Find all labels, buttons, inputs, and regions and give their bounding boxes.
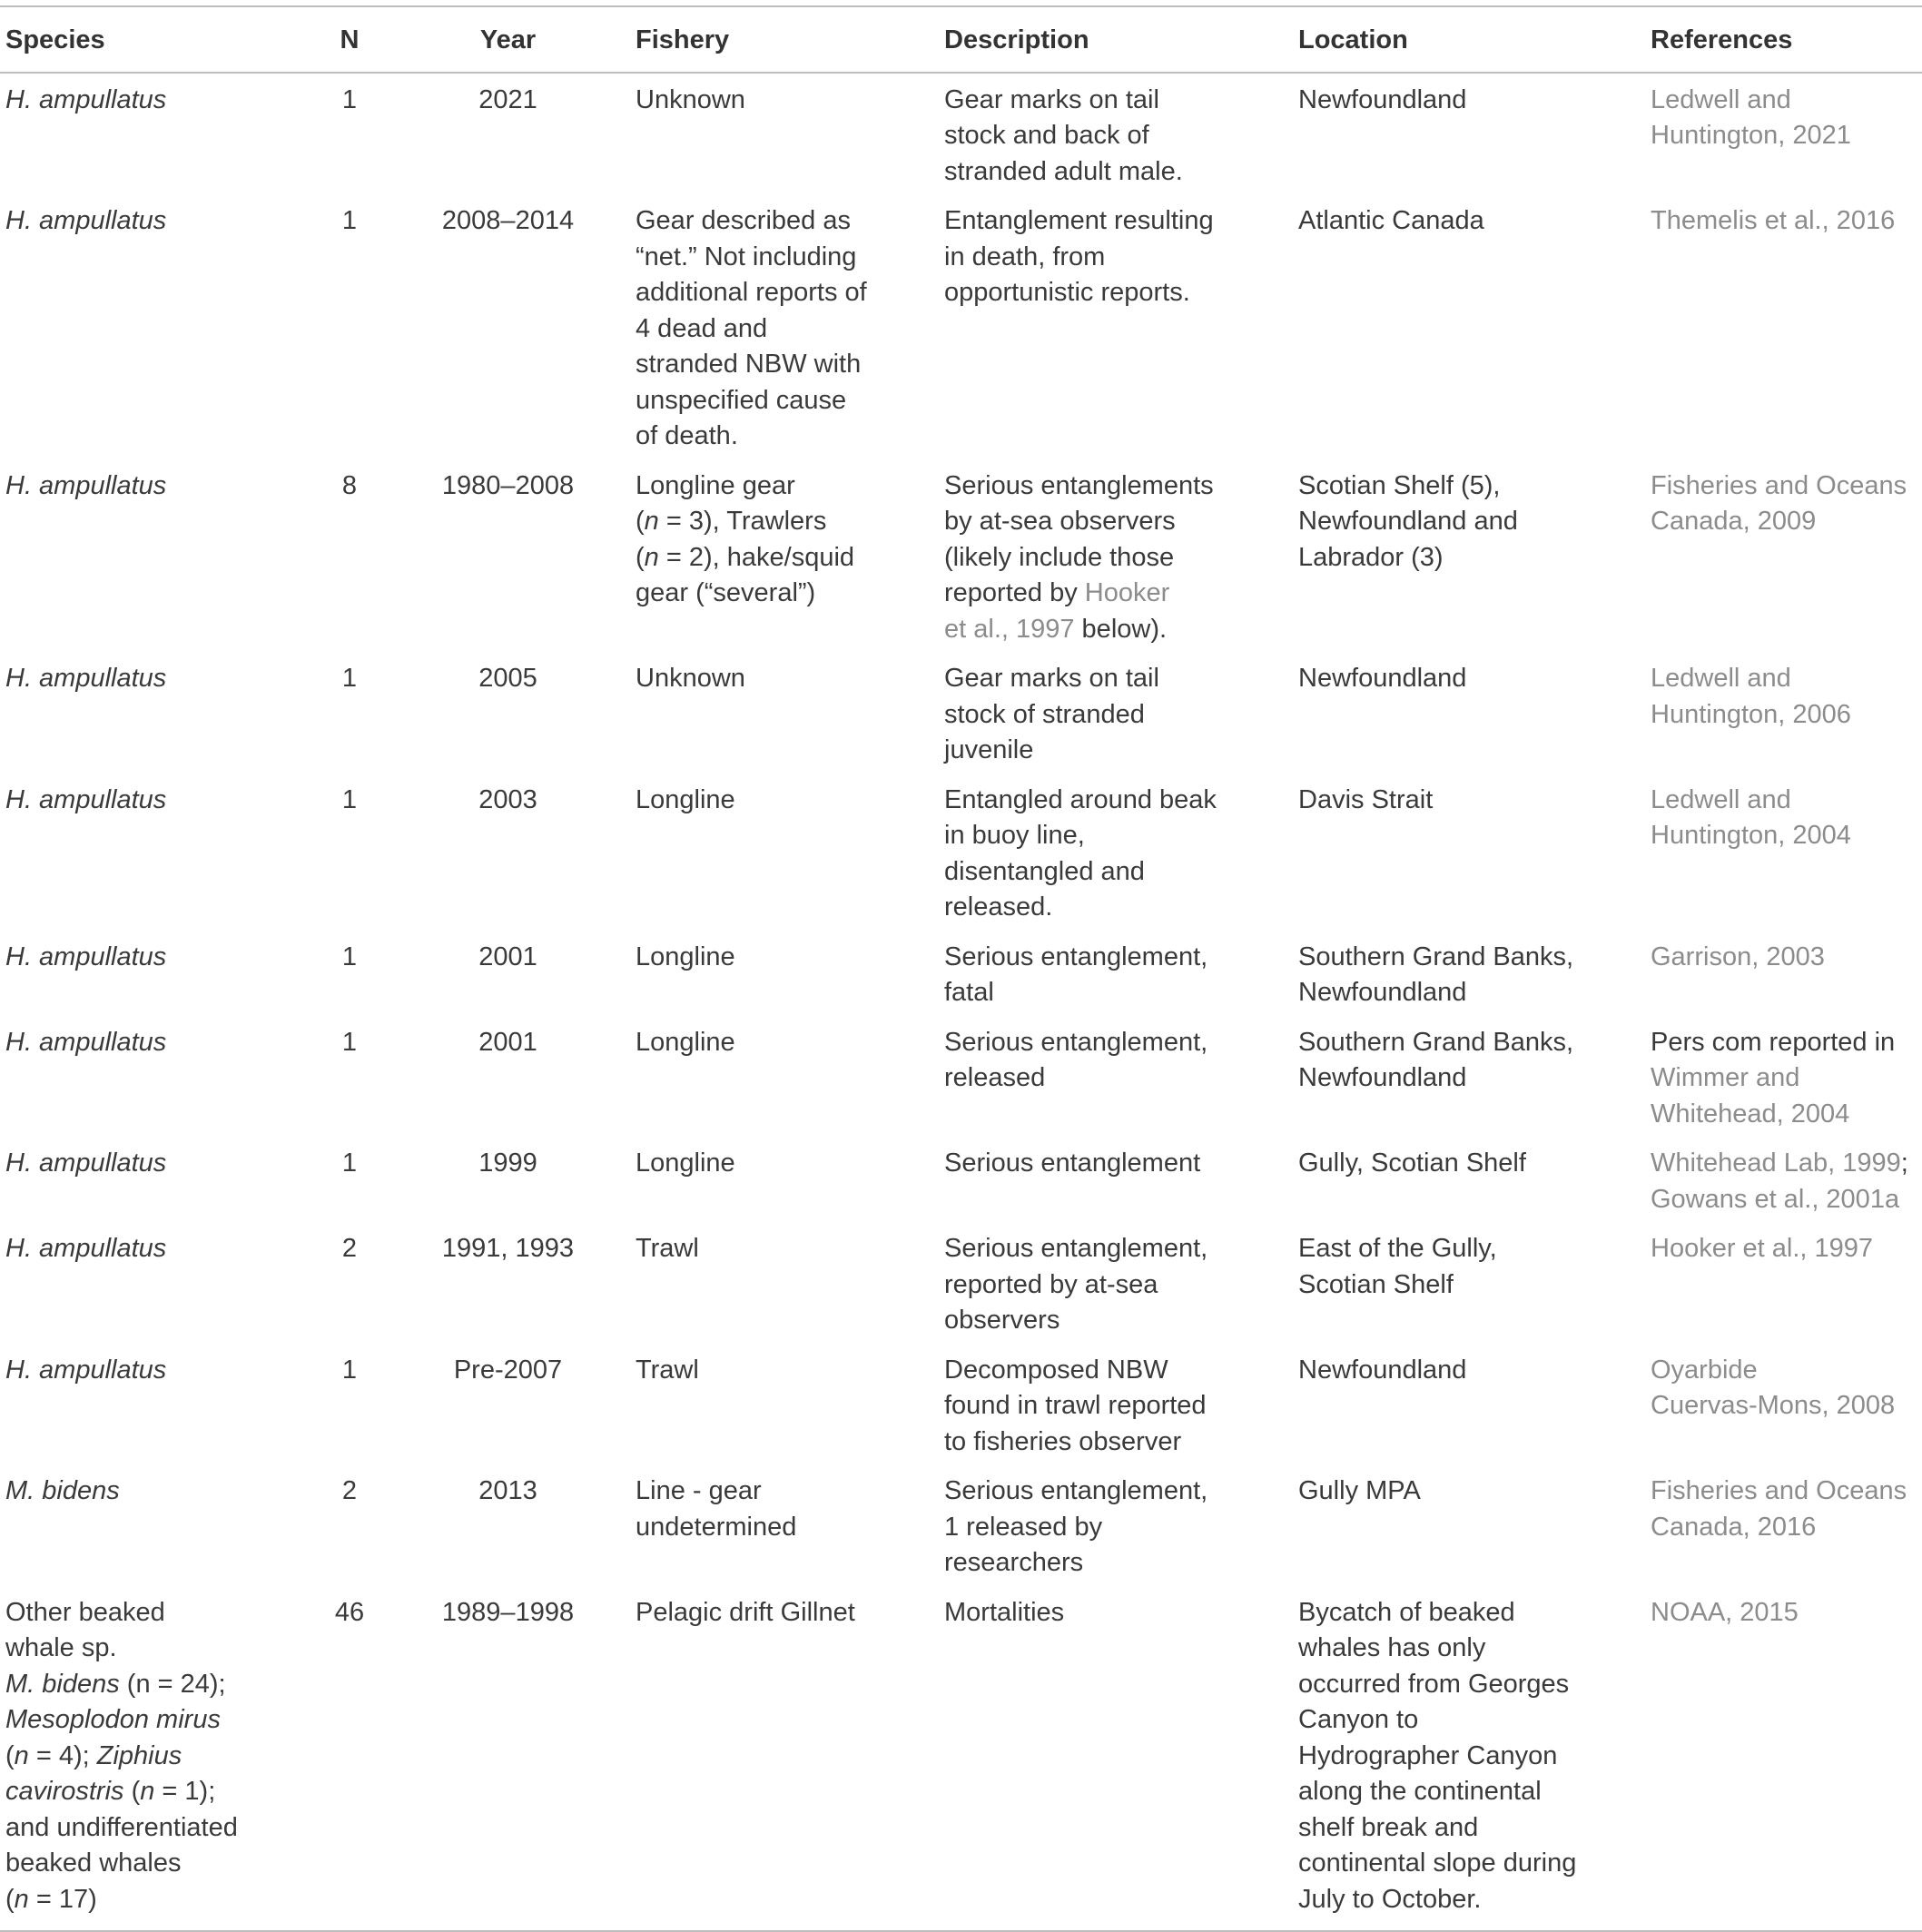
species-name: M. bidens — [5, 1669, 120, 1699]
n-cell: 2 — [341, 1476, 358, 1505]
n-variable: n — [644, 542, 659, 572]
description-cell: Mortalities — [944, 1597, 1065, 1627]
fishery-cell: Longline — [636, 941, 735, 971]
reference-link[interactable]: Ledwell and Huntington, 2004 — [1651, 784, 1851, 850]
description-cell — [939, 459, 1293, 653]
n-cell: 1 — [341, 664, 358, 693]
table-row — [0, 1137, 1922, 1222]
species-cell: H. ampullatus — [5, 206, 167, 235]
header-row — [0, 6, 1922, 73]
species-cell: H. ampullatus — [5, 1355, 167, 1385]
species-name: cavirostris — [5, 1777, 124, 1806]
species-cell: H. ampullatus — [5, 470, 167, 500]
n-cell: 46 — [334, 1597, 365, 1627]
location-cell: Bycatch of beaked whales has only occurred from Georges Canyon to Hydrographer Canyon along the continental shelf break and continental slope during July to October. — [1298, 1597, 1577, 1914]
fishery-text: = 3), Trawlers — [658, 507, 827, 536]
reference-link[interactable]: Oyarbide Cuervas-Mons, 2008 — [1651, 1355, 1896, 1420]
location-cell: Scotian Shelf (5), Newfoundland and Labrador (3) — [1298, 470, 1518, 572]
reference-link[interactable]: Themelis et al., 2016 — [1651, 206, 1896, 235]
species-cell: M. bidens — [5, 1476, 120, 1505]
header-references: References — [1651, 25, 1793, 54]
year-cell: 2001 — [478, 941, 537, 971]
year-cell: 1980–2008 — [441, 470, 575, 500]
species-cell: H. ampullatus — [5, 941, 167, 971]
header-description: Description — [944, 25, 1089, 54]
location-cell: Newfoundland — [1298, 84, 1467, 114]
table-row — [0, 194, 1922, 459]
description-cell: Entanglement resulting in death, from opportunistic reports. — [944, 206, 1214, 307]
species-cell: H. ampullatus — [5, 784, 167, 814]
reference-link[interactable]: Ledwell and Huntington, 2021 — [1651, 84, 1851, 150]
year-cell: 2005 — [478, 664, 537, 693]
year-cell: 2021 — [478, 84, 537, 114]
reference-link[interactable]: Fisheries and Oceans Canada, 2009 — [1651, 470, 1907, 536]
reference-text: Pers com reported in — [1651, 1027, 1896, 1057]
species-name: Mesoplodon mirus — [5, 1705, 221, 1734]
fishery-text: gear (“several”) — [636, 578, 816, 607]
n-variable: n — [644, 507, 659, 536]
n-variable: n — [14, 1884, 29, 1914]
year-cell: 2008–2014 — [441, 206, 575, 235]
description-cell: Decomposed NBW found in trawl reported to fisheries observer — [944, 1355, 1207, 1456]
header-species: Species — [5, 25, 105, 54]
species-name: Ziphius — [96, 1740, 182, 1770]
table-row — [0, 774, 1922, 931]
location-cell: Atlantic Canada — [1298, 206, 1484, 235]
fishery-cell: Unknown — [636, 664, 745, 693]
fishery-cell: Unknown — [636, 84, 745, 114]
year-cell: Pre-2007 — [453, 1355, 563, 1385]
table-row — [0, 652, 1922, 774]
year-cell: 2001 — [478, 1027, 537, 1057]
description-cell: Gear marks on tail stock of stranded juvenile — [944, 664, 1159, 764]
reference-link[interactable]: Wimmer and Whitehead, 2004 — [1651, 1063, 1850, 1129]
fishery-cell: Longline — [636, 1148, 735, 1178]
fishery-text: = 2), hake/squid — [658, 542, 855, 572]
n-variable: n — [14, 1740, 29, 1770]
header-fishery: Fishery — [636, 25, 730, 54]
location-cell: Newfoundland — [1298, 664, 1467, 693]
species-count: (n = 24); — [119, 1669, 226, 1699]
reference-link[interactable]: Hooker et al., 1997 — [1651, 1234, 1874, 1263]
reference-link[interactable]: Ledwell and Huntington, 2006 — [1651, 664, 1851, 729]
description-cell: Serious entanglement, released — [944, 1027, 1208, 1092]
table-row — [0, 1344, 1922, 1465]
fishery-cell: Line - gear undetermined — [636, 1476, 797, 1542]
reference-link[interactable]: Whitehead Lab, 1999 — [1651, 1148, 1901, 1178]
species-cell: H. ampullatus — [5, 1148, 167, 1178]
fishery-text: Longline gear — [636, 470, 795, 500]
reference-link[interactable]: NOAA, 2015 — [1651, 1597, 1799, 1627]
fishery-cell: Longline — [636, 1027, 735, 1057]
location-cell: East of the Gully, Scotian Shelf — [1298, 1234, 1497, 1299]
bycatch-table — [0, 5, 1922, 1932]
n-cell: 1 — [341, 1355, 358, 1385]
species-count: = 1); — [154, 1777, 216, 1806]
header-n: N — [340, 25, 360, 54]
location-cell: Gully, Scotian Shelf — [1298, 1148, 1526, 1178]
n-cell: 1 — [341, 206, 358, 235]
fishery-cell: Trawl — [636, 1234, 699, 1263]
description-text: below). — [1074, 614, 1168, 644]
year-cell: 1989–1998 — [441, 1597, 575, 1627]
species-text: and undifferentiated beaked whales — [5, 1812, 238, 1878]
location-cell: Newfoundland — [1298, 1355, 1467, 1385]
description-cell: Gear marks on tail stock and back of stranded adult male. — [944, 84, 1183, 186]
reference-link[interactable]: Fisheries and Oceans Canada, 2016 — [1651, 1476, 1907, 1542]
table-row — [0, 1222, 1922, 1344]
table-row — [0, 1586, 1922, 1932]
table-row — [0, 1016, 1922, 1138]
location-cell: Southern Grand Banks, Newfoundland — [1298, 1027, 1574, 1092]
header-year: Year — [479, 25, 537, 54]
header-location: Location — [1298, 25, 1408, 54]
fishery-cell: Trawl — [636, 1355, 699, 1385]
year-cell: 1991, 1993 — [441, 1234, 575, 1263]
species-count: = 17) — [28, 1884, 97, 1914]
fishery-cell: Longline — [636, 784, 735, 814]
year-cell: 2003 — [478, 784, 537, 814]
fishery-cell: Longline gear (n = 3), Trawlers (n = 2), hake/squid gear (“several”) — [636, 470, 855, 607]
n-cell: 2 — [341, 1234, 358, 1263]
n-cell: 1 — [341, 941, 358, 971]
n-variable: n — [140, 1777, 155, 1806]
year-cell: 2013 — [478, 1476, 537, 1505]
table-row — [0, 459, 1922, 653]
location-cell: Davis Strait — [1298, 784, 1434, 814]
n-cell: 1 — [341, 784, 358, 814]
year-cell: 1999 — [478, 1148, 537, 1178]
species-cell: H. ampullatus — [5, 1234, 167, 1263]
reference-separator: ; — [1900, 1148, 1908, 1178]
table-row — [0, 73, 1922, 195]
location-cell: Gully MPA — [1298, 1476, 1421, 1505]
species-text: Other beaked whale sp. — [5, 1597, 165, 1662]
species-cell: Other beaked whale sp. M. bidens (n = 24); Mesoplodon mirus (n = 4); Ziphius cavirostris (n = 1); and undifferentiated beaked whales (n = 17) — [5, 1597, 238, 1914]
table-container — [0, 5, 1922, 1932]
reference-link[interactable]: Garrison, 2003 — [1651, 941, 1825, 971]
description-cell: Serious entanglement — [944, 1148, 1201, 1178]
species-cell: H. ampullatus — [5, 664, 167, 693]
inline-reference-link[interactable]: Hooker et al., 1997 — [944, 578, 1170, 644]
species-cell: H. ampullatus — [5, 84, 167, 114]
description-text: Serious entanglements by at-sea observers (likely include those reported by — [944, 470, 1214, 607]
table-body — [0, 73, 1922, 1932]
fishery-cell: Gear described as “net.” Not including additional reports of 4 dead and stranded NBW with unspecified cause of death. — [636, 206, 867, 450]
n-cell: 1 — [341, 1027, 358, 1057]
description-cell: Serious entanglement, fatal — [944, 941, 1208, 1007]
species-cell: H. ampullatus — [5, 1027, 167, 1057]
table-header — [0, 6, 1922, 73]
n-cell: 1 — [341, 1148, 358, 1178]
description-cell: Serious entanglement, 1 released by researchers — [944, 1476, 1208, 1577]
description-cell: Entangled around beak in buoy line, disentangled and released. — [944, 784, 1217, 922]
table-row — [0, 1464, 1922, 1586]
species-count: = 4); — [28, 1740, 97, 1770]
description-cell: Serious entanglement, reported by at-sea observers — [944, 1234, 1208, 1335]
fishery-cell: Pelagic drift Gillnet — [636, 1597, 855, 1627]
n-cell: 8 — [341, 470, 358, 500]
n-cell: 1 — [341, 84, 358, 114]
reference-cell — [1645, 1016, 1922, 1138]
location-cell: Southern Grand Banks, Newfoundland — [1298, 941, 1574, 1007]
reference-cell — [1645, 1137, 1922, 1222]
table-row — [0, 931, 1922, 1016]
reference-link[interactable]: Gowans et al., 2001a — [1651, 1184, 1900, 1214]
